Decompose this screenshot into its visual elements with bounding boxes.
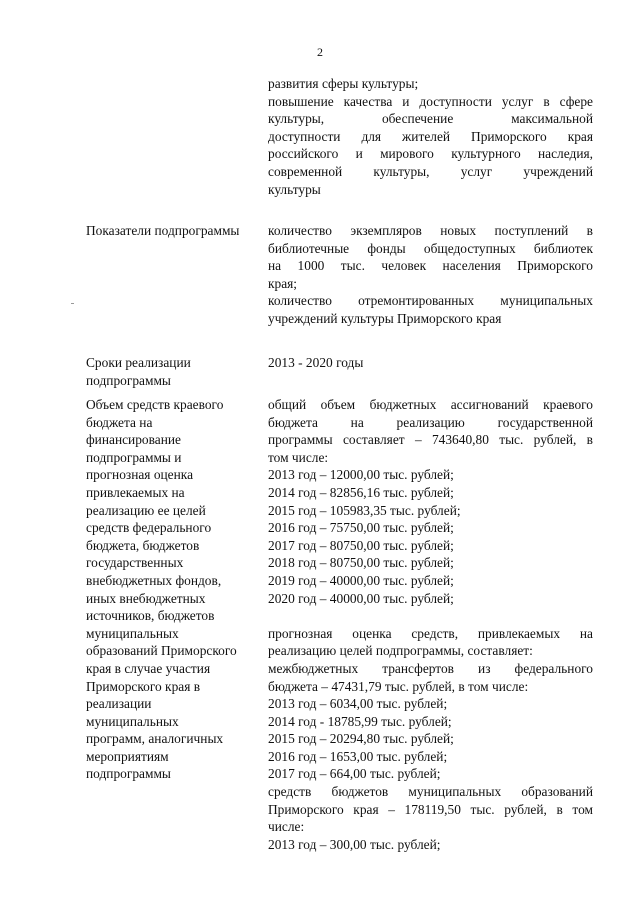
label-line: реализацию ее целей [86, 502, 206, 518]
label-line: муниципальных [86, 625, 179, 641]
value-line: количество экземпляров новых поступлений в [268, 223, 593, 238]
value-line: 2013 год – 6034,00 тыс. рублей; [268, 696, 448, 712]
value-line: 2018 год – 80750,00 тыс. рублей; [268, 555, 454, 571]
label-line: иных внебюджетных [86, 590, 206, 606]
value-line: развития сферы культуры; [268, 76, 419, 91]
label-line: средств федерального [86, 520, 212, 536]
value-line: числе: [268, 819, 305, 835]
value-line: российского и мирового культурного наследия, [268, 146, 593, 162]
label-line: подпрограммы и [86, 449, 182, 465]
label-line: подпрограммы [86, 766, 171, 782]
value-line: программы составляет – 743640,80 тыс. рублей, в [268, 432, 593, 448]
label-line: Приморского края в [86, 678, 201, 694]
row-label [86, 396, 258, 783]
value-line: 2017 год – 80750,00 тыс. рублей; [268, 537, 454, 553]
row-value [268, 396, 593, 853]
row-value [268, 354, 593, 372]
value-line: края; [268, 275, 298, 291]
page-number: 2 [317, 45, 323, 59]
value-line: 2016 год – 75750,00 тыс. рублей; [268, 520, 454, 536]
value-line: реализацию целей подпрограммы, составляет: [268, 643, 533, 659]
value-line: на 1000 тыс. человек населения Приморского [268, 258, 593, 274]
row-value [268, 222, 593, 328]
value-line: доступности для жителей Приморского края [268, 128, 593, 144]
value-line: 2016 год – 1653,00 тыс. рублей; [268, 748, 448, 764]
value-line: бюджета – 47431,79 тыс. рублей, в том числе: [268, 678, 529, 694]
value-line: 2014 год – 82856,16 тыс. рублей; [268, 484, 454, 500]
value-line: 2015 год – 20294,80 тыс. рублей; [268, 731, 454, 747]
label-line: финансирование [86, 432, 181, 448]
margin-mark [71, 303, 74, 304]
value-line: Приморского края – 178119,50 тыс. рублей, в том [268, 801, 593, 817]
label-line: бюджета на [86, 414, 153, 430]
value-line: культуры [268, 181, 321, 197]
value-line: повышение качества и доступности услуг в сфере [268, 93, 593, 109]
label-line: Показатели подпрограммы [86, 223, 240, 238]
label-line: мероприятиям [86, 748, 169, 764]
value-line: 2013 год – 12000,00 тыс. рублей; [268, 467, 454, 483]
value-line: 2015 год – 105983,35 тыс. рублей; [268, 502, 461, 518]
label-line: государственных [86, 555, 184, 571]
value-line: бюджета на реализацию государственной [268, 414, 593, 430]
value-line: том числе: [268, 449, 329, 465]
value-line: 2019 год – 40000,00 тыс. рублей; [268, 572, 454, 588]
label-line: прогнозная оценка [86, 467, 194, 483]
value-line: межбюджетных трансфертов из федерального [268, 660, 593, 676]
label-line: источников, бюджетов [86, 608, 215, 624]
value-line: библиотечные фонды общедоступных библиотек [268, 240, 593, 256]
label-line: края в случае участия [86, 660, 211, 676]
value-line: 2013 год – 300,00 тыс. рублей; [268, 836, 441, 852]
label-line: муниципальных [86, 713, 179, 729]
label-line: бюджета, бюджетов [86, 537, 200, 553]
value-line: 2017 год – 664,00 тыс. рублей; [268, 766, 441, 782]
label-line: подпрограммы [86, 372, 171, 388]
label-line: программ, аналогичных [86, 731, 224, 747]
label-line: образований Приморского [86, 643, 237, 659]
value-line: количество отремонтированных муниципальных [268, 293, 593, 309]
value-line: 2014 год - 18785,99 тыс. рублей; [268, 713, 452, 729]
label-line: привлекаемых на [86, 484, 185, 500]
row-label [86, 354, 258, 389]
label-line: внебюджетных фондов, [86, 572, 222, 588]
row-label [86, 222, 258, 240]
value-line [268, 607, 593, 625]
value-line: учреждений культуры Приморского края [268, 310, 502, 326]
value-line: прогнозная оценка средств, привлекаемых на [268, 625, 593, 641]
label-line: реализации [86, 696, 152, 712]
value-line: 2020 год – 40000,00 тыс. рублей; [268, 590, 454, 606]
value-line: 2013 - 2020 годы [268, 355, 364, 370]
value-line: общий объем бюджетных ассигнований краевого [268, 397, 593, 412]
value-line: современной культуры, услуг учреждений [268, 163, 593, 179]
value-line: культуры, обеспечение максимальной [268, 111, 593, 127]
row-value [268, 75, 593, 198]
label-line: Сроки реализации [86, 355, 191, 370]
value-line: средств бюджетов муниципальных образований [268, 784, 593, 800]
label-line: Объем средств краевого [86, 397, 224, 412]
